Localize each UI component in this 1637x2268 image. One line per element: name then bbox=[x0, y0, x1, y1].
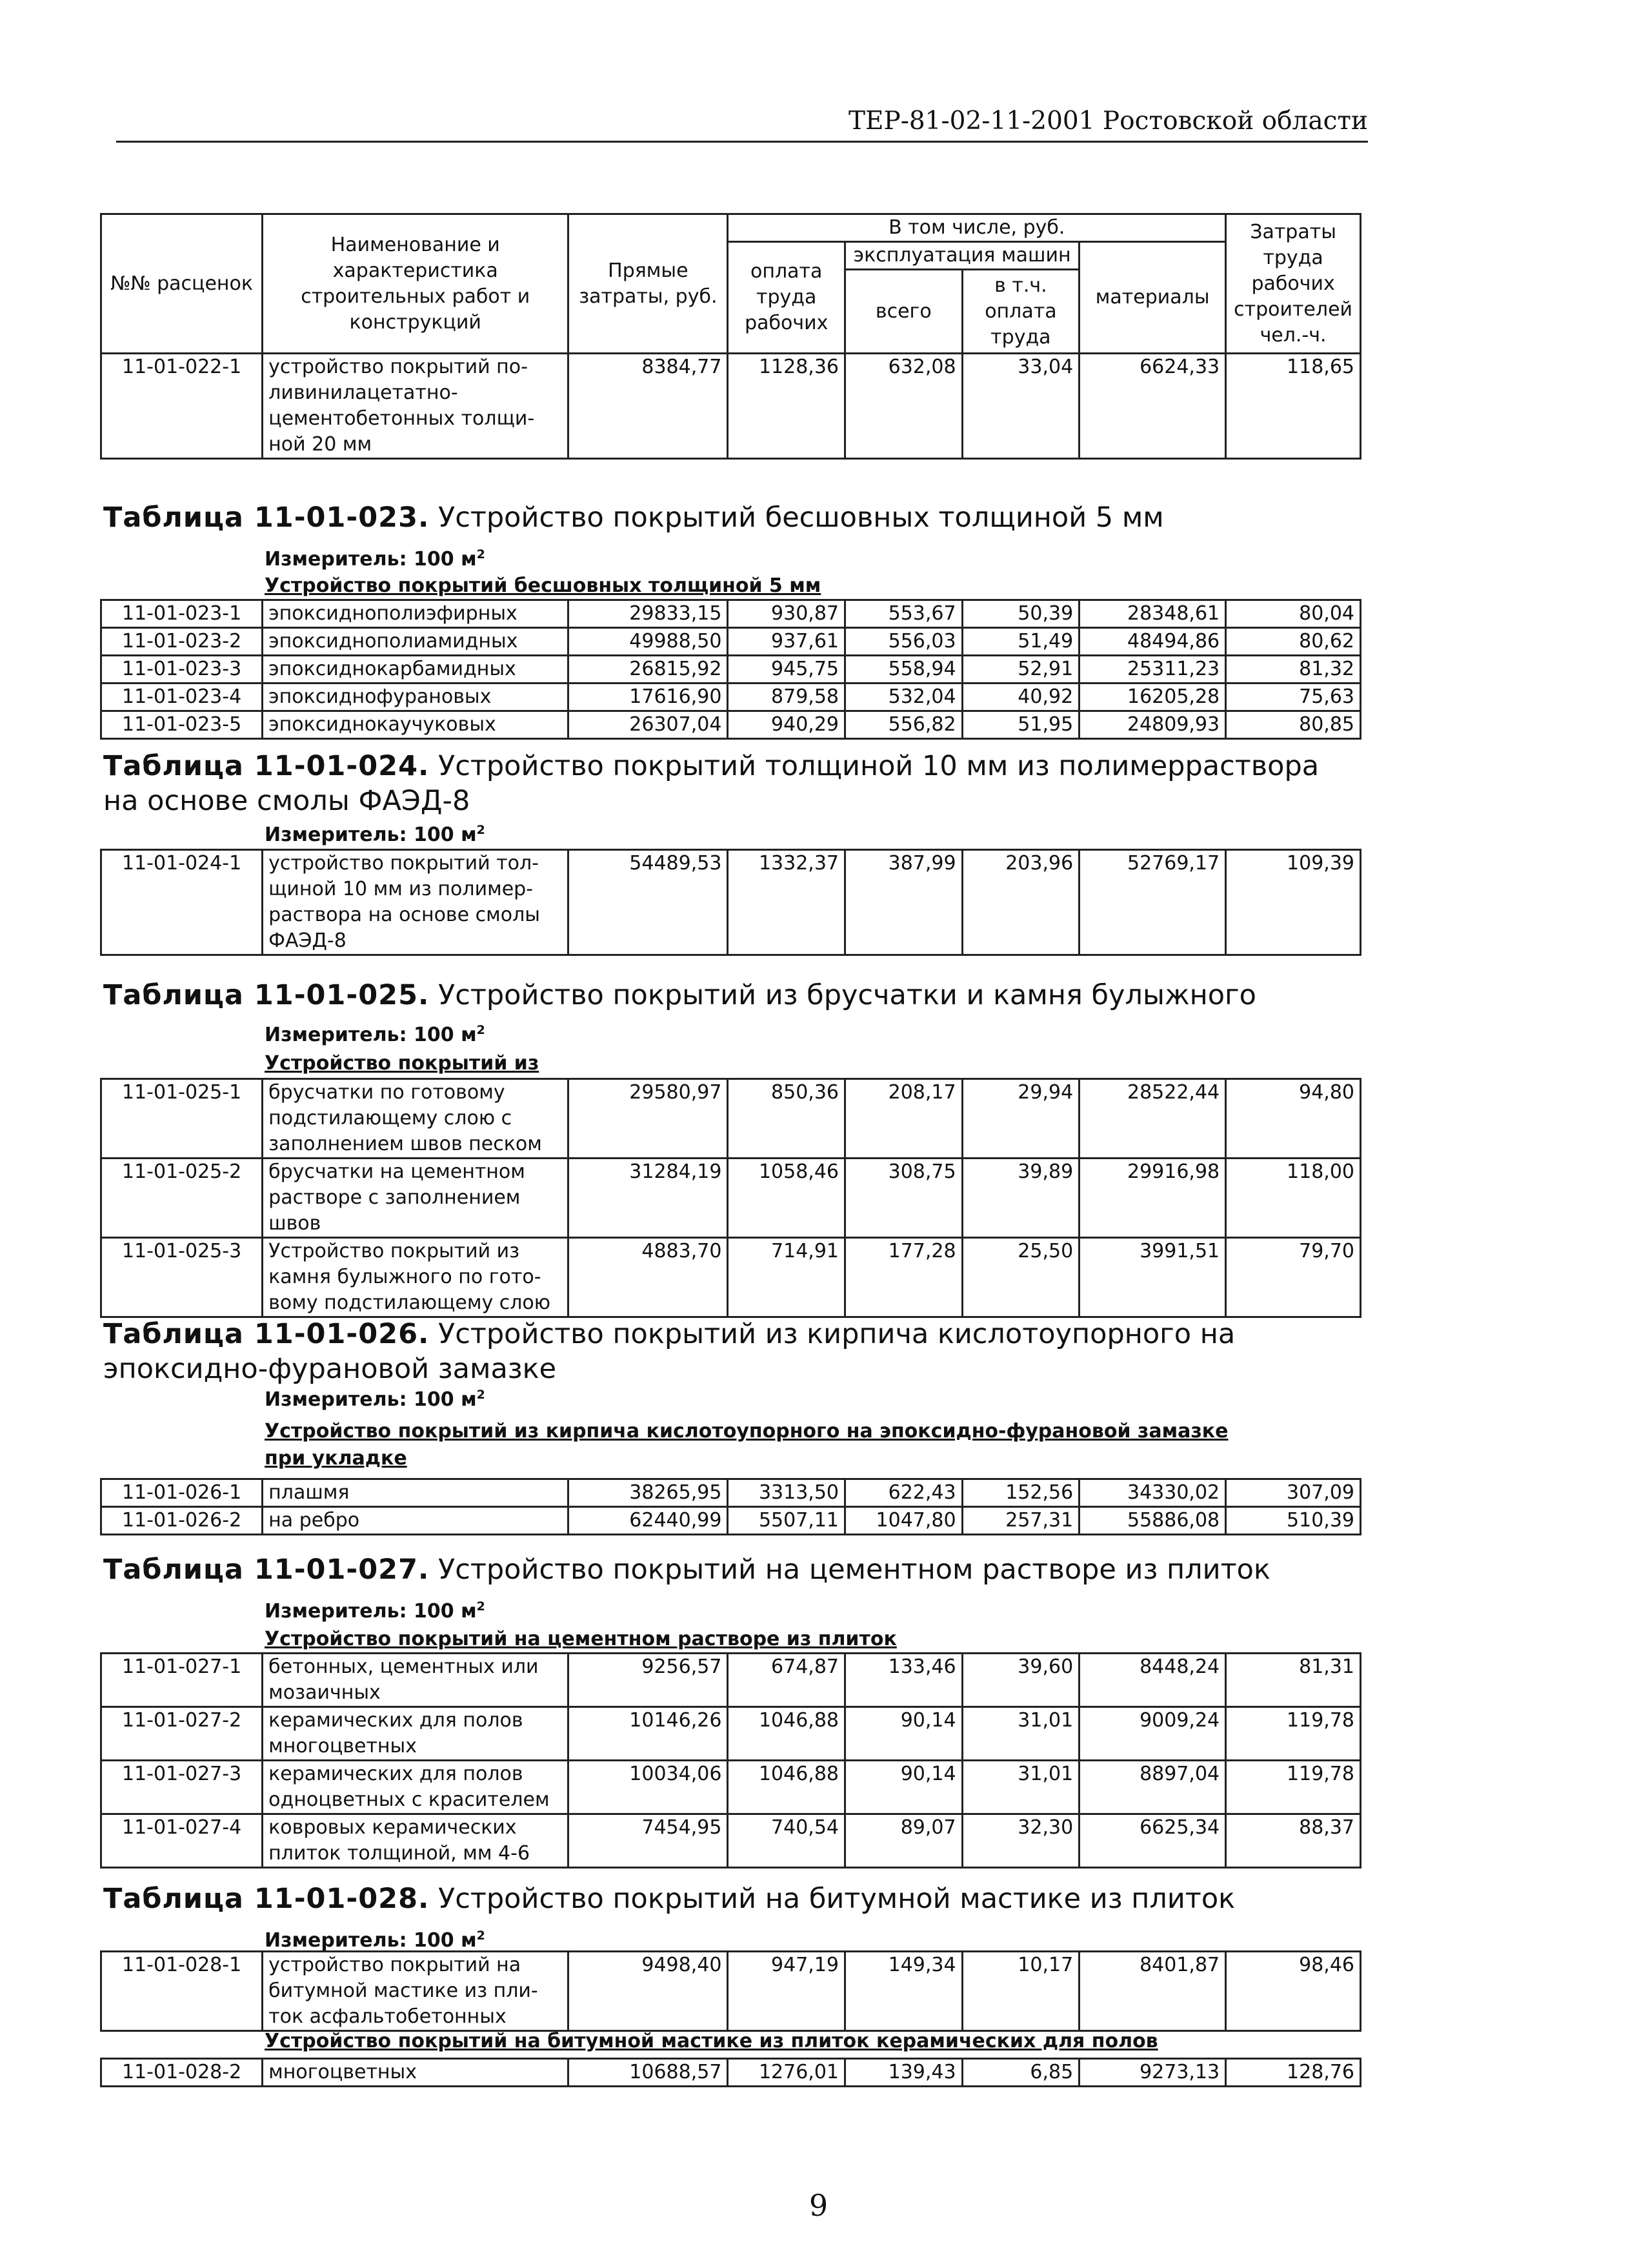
page-number: 9 bbox=[808, 2188, 829, 2223]
unit-label: Измеритель: 100 м bbox=[265, 1024, 477, 1046]
row-direct: 38265,95 bbox=[568, 1479, 728, 1507]
row-code: 11-01-022-1 bbox=[101, 354, 263, 459]
row-name bbox=[263, 1707, 568, 1761]
row-labor: 80,85 bbox=[1226, 711, 1361, 739]
row-direct: 9256,57 bbox=[568, 1654, 728, 1707]
table-row bbox=[101, 656, 1361, 683]
row-code: 11-01-028-2 bbox=[101, 2059, 263, 2087]
table-title-text: Устройство покрытий из кирпича кислотоупорного на bbox=[429, 1318, 1236, 1350]
row-name-line: вому подстилающему слою bbox=[268, 1291, 551, 1314]
table-row bbox=[101, 1814, 1361, 1868]
row-mach-total: 308,75 bbox=[845, 1159, 963, 1238]
table-row bbox=[101, 1707, 1361, 1761]
row-mach-total: 149,34 bbox=[845, 1952, 963, 2031]
row-mach-wages: 152,56 bbox=[962, 1479, 1080, 1507]
row-name bbox=[263, 1479, 568, 1507]
row-name bbox=[263, 711, 568, 739]
row-name-line: одноцветных с красителем bbox=[268, 1788, 550, 1811]
col-wages-header: оплата труда рабочих bbox=[728, 242, 845, 354]
row-mach-wages: 40,92 bbox=[962, 683, 1080, 711]
row-wages: 1332,37 bbox=[728, 850, 845, 955]
row-name-line: эпоксиднофурановых bbox=[268, 685, 492, 708]
table-row bbox=[101, 1159, 1361, 1238]
row-name-line: эпоксиднополиэфирных bbox=[268, 602, 517, 625]
row-labor: 118,65 bbox=[1226, 354, 1361, 459]
row-mach-total: 177,28 bbox=[845, 1238, 963, 1317]
row-direct: 54489,53 bbox=[568, 850, 728, 955]
row-wages: 947,19 bbox=[728, 1952, 845, 2031]
row-labor: 510,39 bbox=[1226, 1507, 1361, 1535]
group-heading-continuation: при укладке bbox=[265, 1447, 407, 1470]
table-title bbox=[103, 500, 1368, 535]
table-title-continuation: на основе смолы ФАЭД-8 bbox=[103, 785, 470, 817]
unit-of-measure bbox=[265, 1929, 485, 1952]
col-machines-header: эксплуатация машин bbox=[845, 242, 1080, 270]
col-direct-header: Прямые затраты, руб. bbox=[568, 214, 728, 354]
unit-exponent: 2 bbox=[476, 1023, 485, 1037]
unit-of-measure bbox=[265, 547, 485, 571]
table-row bbox=[101, 628, 1361, 656]
unit-of-measure bbox=[265, 1599, 485, 1623]
row-code: 11-01-023-5 bbox=[101, 711, 263, 739]
table-title bbox=[103, 1881, 1368, 1916]
row-wages: 674,87 bbox=[728, 1654, 845, 1707]
rate-table bbox=[100, 1950, 1361, 2032]
group-heading: Устройство покрытий на цементном растворе из плиток bbox=[265, 1628, 897, 1650]
row-code: 11-01-026-2 bbox=[101, 1507, 263, 1535]
row-labor: 118,00 bbox=[1226, 1159, 1361, 1238]
row-mach-wages: 32,30 bbox=[962, 1814, 1080, 1868]
row-labor: 75,63 bbox=[1226, 683, 1361, 711]
unit-label: Измеритель: 100 м bbox=[265, 1388, 477, 1411]
row-name-line: камня булыжного по гото- bbox=[268, 1266, 541, 1288]
row-materials: 34330,02 bbox=[1080, 1479, 1226, 1507]
table-title bbox=[103, 1317, 1368, 1386]
row-labor: 119,78 bbox=[1226, 1761, 1361, 1814]
col-including-header: В том числе, руб. bbox=[728, 214, 1226, 242]
row-code: 11-01-027-2 bbox=[101, 1707, 263, 1761]
table-title-code: Таблица 11-01-024. bbox=[103, 750, 430, 782]
row-name bbox=[263, 683, 568, 711]
row-direct: 10034,06 bbox=[568, 1761, 728, 1814]
table-title-text: Устройство покрытий на цементном растворе из плиток bbox=[429, 1554, 1270, 1586]
row-name-line: бетонных, цементных или bbox=[268, 1655, 539, 1678]
row-materials: 28522,44 bbox=[1080, 1079, 1226, 1159]
table-title-code: Таблица 11-01-025. bbox=[103, 979, 430, 1011]
table-title-text: Устройство покрытий из брусчатки и камня булыжного bbox=[429, 979, 1256, 1011]
table-row bbox=[101, 354, 1361, 459]
row-name-line: устройство покрытий тол- bbox=[268, 852, 539, 875]
row-name-line: растворе с заполнением bbox=[268, 1186, 521, 1209]
table-title bbox=[103, 978, 1368, 1013]
column-header-table bbox=[100, 213, 1361, 460]
row-materials: 3991,51 bbox=[1080, 1238, 1226, 1317]
document-header: ТЕР-81-02-11-2001 Ростовской области bbox=[116, 103, 1368, 143]
row-mach-total: 622,43 bbox=[845, 1479, 963, 1507]
row-code: 11-01-027-1 bbox=[101, 1654, 263, 1707]
rate-table bbox=[100, 1478, 1361, 1535]
unit-exponent: 2 bbox=[476, 823, 485, 837]
row-name bbox=[263, 1814, 568, 1868]
unit-label: Измеритель: 100 м bbox=[265, 824, 477, 846]
row-materials: 6625,34 bbox=[1080, 1814, 1226, 1868]
table-row bbox=[101, 2059, 1361, 2087]
row-name-line: керамических для полов bbox=[268, 1709, 523, 1732]
col-code-header: №№ расценок bbox=[101, 214, 263, 354]
row-wages: 930,87 bbox=[728, 600, 845, 628]
row-name bbox=[263, 2059, 568, 2087]
row-mach-wages: 50,39 bbox=[962, 600, 1080, 628]
row-name-line: устройство покрытий на bbox=[268, 1954, 521, 1976]
table-row bbox=[101, 1654, 1361, 1707]
row-direct: 9498,40 bbox=[568, 1952, 728, 2031]
row-name bbox=[263, 1238, 568, 1317]
row-name bbox=[263, 1761, 568, 1814]
row-mach-wages: 39,89 bbox=[962, 1159, 1080, 1238]
table-row bbox=[101, 1507, 1361, 1535]
row-name bbox=[263, 656, 568, 683]
row-labor: 81,32 bbox=[1226, 656, 1361, 683]
row-mach-total: 139,43 bbox=[845, 2059, 963, 2087]
group-heading: Устройство покрытий бесшовных толщиной 5 мм bbox=[265, 574, 821, 597]
row-name-line: мозаичных bbox=[268, 1681, 381, 1704]
row-wages: 1276,01 bbox=[728, 2059, 845, 2087]
table-row bbox=[101, 1079, 1361, 1159]
table-row bbox=[101, 683, 1361, 711]
table-title-code: Таблица 11-01-028. bbox=[103, 1883, 430, 1915]
table-title bbox=[103, 749, 1368, 818]
row-wages: 740,54 bbox=[728, 1814, 845, 1868]
row-code: 11-01-023-2 bbox=[101, 628, 263, 656]
row-materials: 16205,28 bbox=[1080, 683, 1226, 711]
row-labor: 98,46 bbox=[1226, 1952, 1361, 2031]
table-row bbox=[101, 600, 1361, 628]
row-code: 11-01-028-1 bbox=[101, 1952, 263, 2031]
row-materials: 28348,61 bbox=[1080, 600, 1226, 628]
row-mach-wages: 52,91 bbox=[962, 656, 1080, 683]
table-row bbox=[101, 1952, 1361, 2031]
unit-of-measure bbox=[265, 1023, 485, 1046]
row-wages: 3313,50 bbox=[728, 1479, 845, 1507]
row-labor: 80,04 bbox=[1226, 600, 1361, 628]
row-materials: 25311,23 bbox=[1080, 656, 1226, 683]
row-name-line: раствора на основе смолы bbox=[268, 904, 540, 926]
row-mach-total: 208,17 bbox=[845, 1079, 963, 1159]
row-materials: 52769,17 bbox=[1080, 850, 1226, 955]
col-machines-total-header: всего bbox=[845, 270, 963, 354]
row-mach-total: 90,14 bbox=[845, 1761, 963, 1814]
row-mach-wages: 31,01 bbox=[962, 1707, 1080, 1761]
row-name-line: ковровых керамических bbox=[268, 1816, 517, 1839]
row-name-line: плашмя bbox=[268, 1481, 350, 1504]
row-name-line: битумной мастике из пли- bbox=[268, 1979, 538, 2002]
row-name-line: брусчатки на цементном bbox=[268, 1160, 525, 1183]
row-code: 11-01-023-4 bbox=[101, 683, 263, 711]
row-materials: 6624,33 bbox=[1080, 354, 1226, 459]
row-direct: 62440,99 bbox=[568, 1507, 728, 1535]
row-mach-wages: 25,50 bbox=[962, 1238, 1080, 1317]
row-name bbox=[263, 1507, 568, 1535]
rate-table bbox=[100, 2058, 1361, 2087]
table-row bbox=[101, 1238, 1361, 1317]
row-direct: 10688,57 bbox=[568, 2059, 728, 2087]
row-labor: 94,80 bbox=[1226, 1079, 1361, 1159]
row-wages: 879,58 bbox=[728, 683, 845, 711]
unit-of-measure bbox=[265, 1388, 485, 1411]
unit-exponent: 2 bbox=[476, 1599, 485, 1614]
unit-exponent: 2 bbox=[476, 547, 485, 562]
rate-table bbox=[100, 1078, 1361, 1318]
row-name-line: щиной 10 мм из полимер- bbox=[268, 878, 534, 900]
row-mach-total: 387,99 bbox=[845, 850, 963, 955]
unit-label: Измеритель: 100 м bbox=[265, 548, 477, 571]
row-name bbox=[263, 628, 568, 656]
row-direct: 4883,70 bbox=[568, 1238, 728, 1317]
row-code: 11-01-025-1 bbox=[101, 1079, 263, 1159]
row-mach-total: 558,94 bbox=[845, 656, 963, 683]
row-materials: 9273,13 bbox=[1080, 2059, 1226, 2087]
row-mach-total: 632,08 bbox=[845, 354, 963, 459]
row-materials: 48494,86 bbox=[1080, 628, 1226, 656]
row-wages: 850,36 bbox=[728, 1079, 845, 1159]
row-mach-wages: 31,01 bbox=[962, 1761, 1080, 1814]
row-labor: 80,62 bbox=[1226, 628, 1361, 656]
row-mach-total: 553,67 bbox=[845, 600, 963, 628]
row-name-line: плиток толщиной, мм 4-6 bbox=[268, 1842, 530, 1865]
rate-table bbox=[100, 1652, 1361, 1868]
table-title-code: Таблица 11-01-027. bbox=[103, 1554, 430, 1586]
row-code: 11-01-027-3 bbox=[101, 1761, 263, 1814]
row-labor: 119,78 bbox=[1226, 1707, 1361, 1761]
row-mach-total: 90,14 bbox=[845, 1707, 963, 1761]
row-labor: 79,70 bbox=[1226, 1238, 1361, 1317]
row-code: 11-01-023-3 bbox=[101, 656, 263, 683]
row-labor: 307,09 bbox=[1226, 1479, 1361, 1507]
row-mach-total: 556,03 bbox=[845, 628, 963, 656]
unit-exponent: 2 bbox=[476, 1929, 485, 1943]
row-name bbox=[263, 1159, 568, 1238]
row-materials: 29916,98 bbox=[1080, 1159, 1226, 1238]
table-row bbox=[101, 1479, 1361, 1507]
col-name-header: Наименование и характеристика строительных работ и конструкций bbox=[263, 214, 568, 354]
row-wages: 1046,88 bbox=[728, 1761, 845, 1814]
row-mach-wages: 10,17 bbox=[962, 1952, 1080, 2031]
row-name-line: на ребро bbox=[268, 1509, 360, 1532]
row-mach-wages: 203,96 bbox=[962, 850, 1080, 955]
row-code: 11-01-027-4 bbox=[101, 1814, 263, 1868]
row-name-line: многоцветных bbox=[268, 1735, 417, 1757]
row-direct: 49988,50 bbox=[568, 628, 728, 656]
table-title-continuation: эпоксидно-фурановой замазке bbox=[103, 1353, 557, 1385]
row-wages: 937,61 bbox=[728, 628, 845, 656]
row-direct: 31284,19 bbox=[568, 1159, 728, 1238]
row-mach-total: 532,04 bbox=[845, 683, 963, 711]
row-direct: 10146,26 bbox=[568, 1707, 728, 1761]
row-mach-wages: 6,85 bbox=[962, 2059, 1080, 2087]
row-code: 11-01-026-1 bbox=[101, 1479, 263, 1507]
row-name-line: подстилающему слою с bbox=[268, 1107, 512, 1129]
row-wages: 1046,88 bbox=[728, 1707, 845, 1761]
row-mach-total: 556,82 bbox=[845, 711, 963, 739]
row-name bbox=[263, 600, 568, 628]
row-name-line: ФАЭД-8 bbox=[268, 929, 346, 952]
row-direct: 7454,95 bbox=[568, 1814, 728, 1868]
row-wages: 1128,36 bbox=[728, 354, 845, 459]
row-name-line: заполнением швов песком bbox=[268, 1133, 542, 1155]
table-title-code: Таблица 11-01-023. bbox=[103, 501, 430, 534]
row-mach-wages: 33,04 bbox=[962, 354, 1080, 459]
row-mach-total: 133,46 bbox=[845, 1654, 963, 1707]
row-labor: 128,76 bbox=[1226, 2059, 1361, 2087]
row-mach-wages: 257,31 bbox=[962, 1507, 1080, 1535]
row-materials: 8448,24 bbox=[1080, 1654, 1226, 1707]
table-title-text: Устройство покрытий толщиной 10 мм из полимерраствора bbox=[429, 750, 1320, 782]
row-direct: 29833,15 bbox=[568, 600, 728, 628]
row-mach-wages: 29,94 bbox=[962, 1079, 1080, 1159]
row-materials: 9009,24 bbox=[1080, 1707, 1226, 1761]
row-materials: 24809,93 bbox=[1080, 711, 1226, 739]
row-labor: 88,37 bbox=[1226, 1814, 1361, 1868]
row-mach-total: 89,07 bbox=[845, 1814, 963, 1868]
table-title bbox=[103, 1552, 1368, 1587]
row-wages: 714,91 bbox=[728, 1238, 845, 1317]
table-title-text: Устройство покрытий на битумной мастике из плиток bbox=[429, 1883, 1236, 1915]
row-name-line: ток асфальтобетонных bbox=[268, 2005, 507, 2028]
row-mach-wages: 51,49 bbox=[962, 628, 1080, 656]
row-name bbox=[263, 1079, 568, 1159]
row-name-line: швов bbox=[268, 1212, 321, 1235]
row-name bbox=[263, 1952, 568, 2031]
row-name-line: керамических для полов bbox=[268, 1763, 523, 1785]
row-materials: 8897,04 bbox=[1080, 1761, 1226, 1814]
row-materials: 8401,87 bbox=[1080, 1952, 1226, 2031]
unit-exponent: 2 bbox=[476, 1388, 485, 1402]
unit-label: Измеритель: 100 м bbox=[265, 1600, 477, 1623]
table-title-code: Таблица 11-01-026. bbox=[103, 1318, 430, 1350]
row-direct: 17616,90 bbox=[568, 683, 728, 711]
row-name-line: Устройство покрытий из bbox=[268, 1240, 520, 1262]
row-wages: 1058,46 bbox=[728, 1159, 845, 1238]
row-code: 11-01-025-3 bbox=[101, 1238, 263, 1317]
group-heading: Устройство покрытий на битумной мастике из плиток керамических для полов bbox=[265, 2030, 1158, 2052]
row-wages: 945,75 bbox=[728, 656, 845, 683]
col-machines-wages-header: в т.ч. оплата труда bbox=[962, 270, 1080, 354]
row-wages: 5507,11 bbox=[728, 1507, 845, 1535]
row-name bbox=[263, 1654, 568, 1707]
rate-table bbox=[100, 599, 1361, 740]
unit-label: Измеритель: 100 м bbox=[265, 1929, 477, 1952]
row-name: устройство покрытий по- ливинилацетатно- цементобетонных толщи- ной 20 мм bbox=[263, 354, 568, 459]
row-direct: 26815,92 bbox=[568, 656, 728, 683]
table-row bbox=[101, 711, 1361, 739]
row-materials: 55886,08 bbox=[1080, 1507, 1226, 1535]
col-labor-header: Затраты труда рабочих строителей чел.-ч. bbox=[1226, 214, 1361, 354]
row-labor: 109,39 bbox=[1226, 850, 1361, 955]
row-direct: 26307,04 bbox=[568, 711, 728, 739]
row-mach-wages: 51,95 bbox=[962, 711, 1080, 739]
table-title-text: Устройство покрытий бесшовных толщиной 5 мм bbox=[429, 501, 1164, 534]
row-name-line: эпоксиднокарбамидных bbox=[268, 658, 516, 680]
row-direct: 29580,97 bbox=[568, 1079, 728, 1159]
group-heading: Устройство покрытий из кирпича кислотоупорного на эпоксидно-фурановой замазке bbox=[265, 1420, 1229, 1443]
unit-of-measure bbox=[265, 823, 485, 846]
row-name bbox=[263, 850, 568, 955]
row-mach-wages: 39,60 bbox=[962, 1654, 1080, 1707]
row-name-line: брусчатки по готовому bbox=[268, 1081, 505, 1104]
rate-table bbox=[100, 849, 1361, 956]
group-heading: Устройство покрытий из bbox=[265, 1052, 539, 1075]
row-name-line: эпоксиднополиамидных bbox=[268, 630, 518, 653]
row-name-line: многоцветных bbox=[268, 2061, 417, 2083]
row-code: 11-01-025-2 bbox=[101, 1159, 263, 1238]
table-row bbox=[101, 1761, 1361, 1814]
row-wages: 940,29 bbox=[728, 711, 845, 739]
col-materials-header: материалы bbox=[1080, 242, 1226, 354]
row-direct: 8384,77 bbox=[568, 354, 728, 459]
row-name-line: эпоксиднокаучуковых bbox=[268, 713, 496, 736]
row-mach-total: 1047,80 bbox=[845, 1507, 963, 1535]
row-code: 11-01-024-1 bbox=[101, 850, 263, 955]
row-code: 11-01-023-1 bbox=[101, 600, 263, 628]
table-row bbox=[101, 850, 1361, 955]
row-labor: 81,31 bbox=[1226, 1654, 1361, 1707]
